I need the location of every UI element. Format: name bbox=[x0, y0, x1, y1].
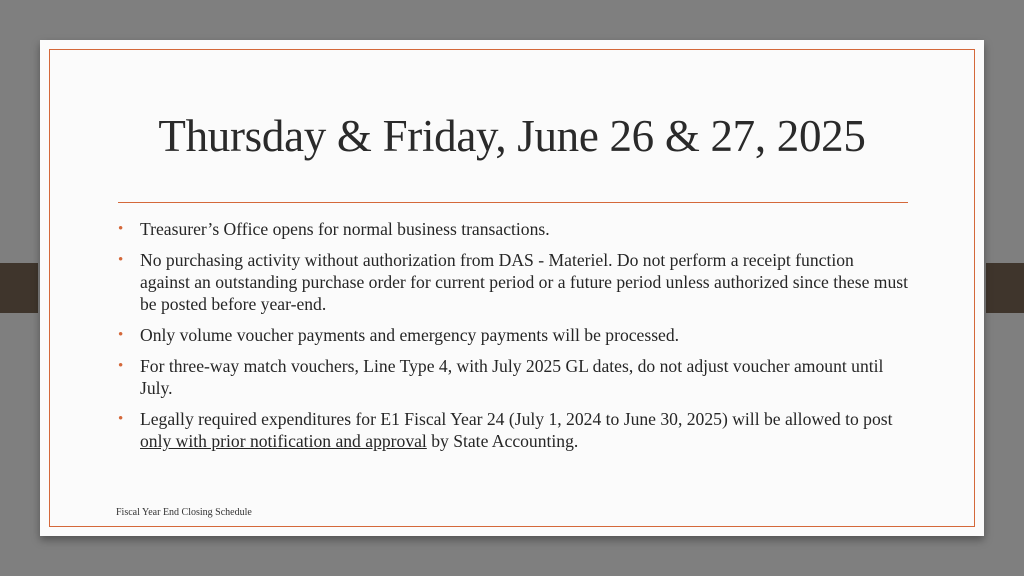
bullet-text: For three-way match vouchers, Line Type 4, with July 2025 GL dates, do not adjust voucher amount until July. bbox=[140, 356, 884, 398]
bullet-item bbox=[118, 324, 908, 346]
bullet-text-before: Legally required expenditures for E1 Fiscal Year 24 (July 1, 2024 to June 30, 2025) will be allowed to post bbox=[140, 409, 893, 429]
slide bbox=[40, 40, 984, 536]
bullet-item bbox=[118, 249, 908, 315]
slide-footer: Fiscal Year End Closing Schedule bbox=[116, 507, 252, 518]
bullet-item bbox=[118, 218, 908, 240]
slide-title: Thursday & Friday, June 26 & 27, 2025 bbox=[158, 111, 866, 161]
bullet-item bbox=[118, 408, 908, 452]
bullet-list bbox=[118, 218, 908, 461]
right-side-tab bbox=[986, 263, 1024, 313]
underlined-emphasis: only with prior notification and approval bbox=[140, 431, 427, 451]
bullet-icon: • bbox=[118, 411, 124, 427]
bullet-text: No purchasing activity without authorization from DAS - Materiel. Do not perform a receipt function against an outstanding purchase order for current period or a future period unless authorized since these must be posted before year-end. bbox=[140, 250, 909, 314]
bullet-text: Only volume voucher payments and emergency payments will be processed. bbox=[140, 325, 680, 345]
title-divider bbox=[118, 202, 908, 203]
left-side-tab bbox=[0, 263, 38, 313]
bullet-item bbox=[118, 355, 908, 399]
bullet-text-after: by State Accounting. bbox=[426, 431, 579, 451]
bullet-text bbox=[140, 409, 892, 451]
bullet-icon: • bbox=[118, 358, 124, 374]
bullet-text: Treasurer’s Office opens for normal business transactions. bbox=[140, 219, 550, 239]
bullet-icon: • bbox=[118, 252, 124, 268]
bullet-icon: • bbox=[118, 221, 124, 237]
bullet-icon: • bbox=[118, 327, 124, 343]
